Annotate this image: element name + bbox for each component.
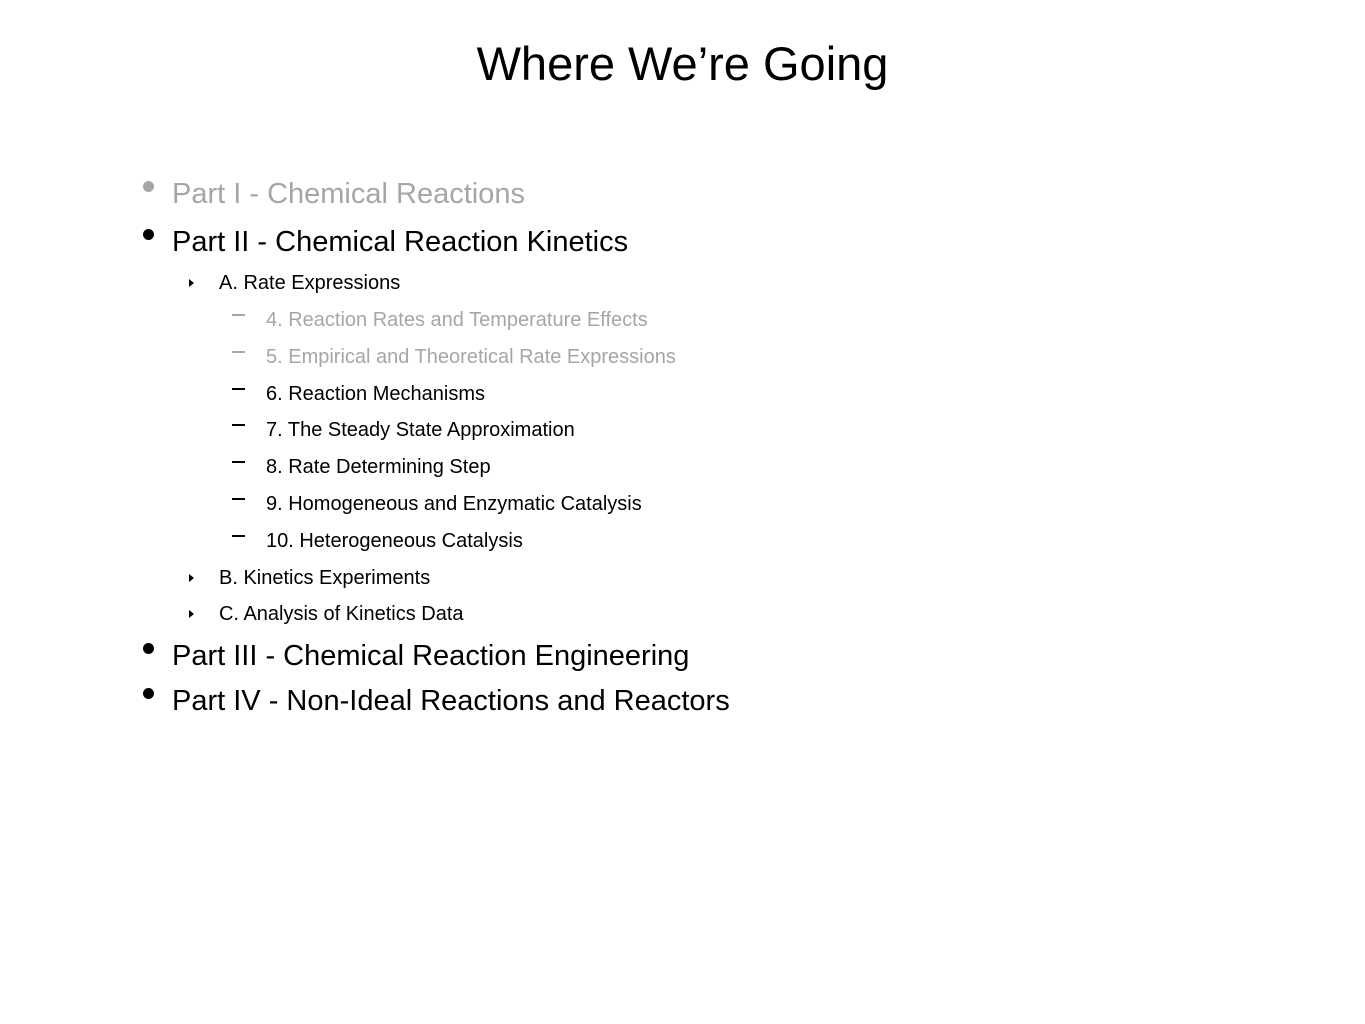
triangle-bullet-icon [189, 610, 194, 618]
dash-bullet-icon [232, 535, 245, 537]
outline-item-label: Part III - Chemical Reaction Engineering [172, 640, 690, 672]
outline-item-label: 10. Heterogeneous Catalysis [266, 530, 523, 552]
dash-bullet-icon [232, 498, 245, 500]
outline-item-label: 5. Empirical and Theoretical Rate Expressions [266, 346, 676, 368]
outline-item-label: 9. Homogeneous and Enzymatic Catalysis [266, 493, 642, 515]
outline-item-label: 4. Reaction Rates and Temperature Effects [266, 309, 648, 331]
bullet-dot-icon [143, 643, 154, 654]
outline-item-label: C. Analysis of Kinetics Data [219, 603, 464, 625]
triangle-bullet-icon [189, 574, 194, 582]
dash-bullet-icon [232, 351, 245, 353]
bullet-dot-icon [143, 688, 154, 699]
outline-item-label: 6. Reaction Mechanisms [266, 383, 485, 405]
dash-bullet-icon [232, 461, 245, 463]
bullet-dot-icon [143, 229, 154, 240]
slide-title: Where We’re Going [476, 37, 889, 90]
dash-bullet-icon [232, 314, 245, 316]
outline-item-label: Part IV - Non-Ideal Reactions and Reactors [172, 685, 730, 717]
dash-bullet-icon [232, 424, 245, 426]
dash-bullet-icon [232, 388, 245, 390]
triangle-bullet-icon [189, 279, 194, 287]
outline-item-label: Part II - Chemical Reaction Kinetics [172, 226, 629, 258]
outline-item-label: A. Rate Expressions [219, 272, 401, 294]
outline-item-label: Part I - Chemical Reactions [172, 178, 525, 210]
outline-item-label: 8. Rate Determining Step [266, 456, 491, 478]
bullet-dot-icon [143, 181, 154, 192]
outline-item-label: 7. The Steady State Approximation [266, 419, 575, 441]
outline-item-label: B. Kinetics Experiments [219, 567, 431, 589]
